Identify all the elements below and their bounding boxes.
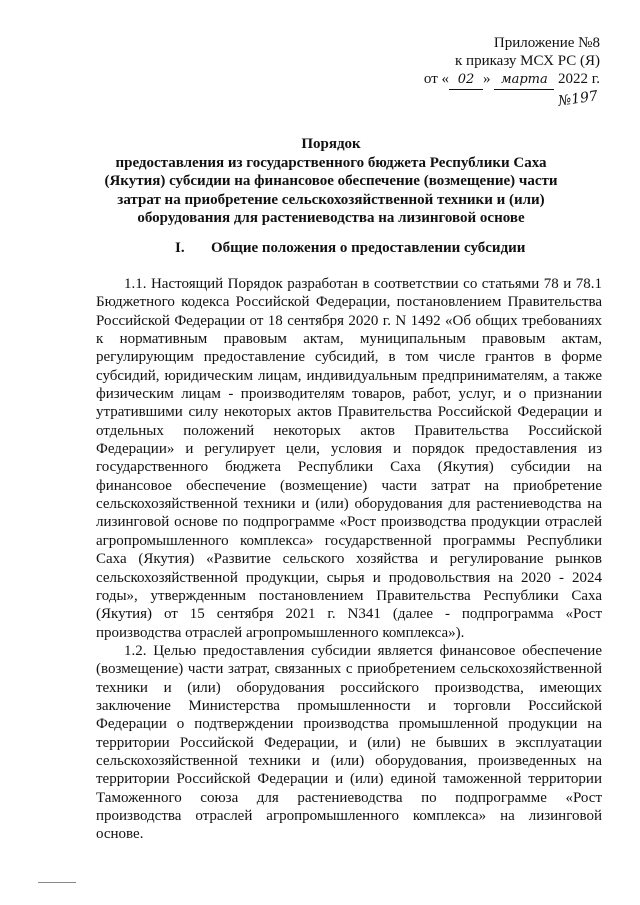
- section-heading: [175, 240, 525, 257]
- title-line-5: оборудования для растениеводства на лизинговой основе: [137, 210, 525, 226]
- footer-divider: [38, 882, 76, 883]
- title-line-1: Порядок: [301, 136, 361, 152]
- title-line-2: предоставления из государственного бюджета Республики Саха: [115, 154, 547, 171]
- date-day-value: 02: [457, 72, 475, 87]
- date-mid: »: [483, 71, 491, 87]
- document-body: [96, 275, 602, 844]
- date-prefix: от «: [423, 71, 450, 87]
- appendix-date: [380, 70, 600, 90]
- appendix-title: Приложение №8: [493, 35, 600, 51]
- section-number: I.: [175, 240, 185, 256]
- title-line-4: затрат на приобретение сельскохозяйственной техники и (или): [117, 191, 545, 208]
- appendix-order-ref: к приказу МСХ РС (Я): [455, 53, 600, 69]
- date-year: 2022 г.: [558, 71, 600, 87]
- date-month: [494, 70, 554, 90]
- document-title: [96, 135, 566, 228]
- title-line-3: (Якутия) субсидии на финансовое обеспечение (возмещение) части: [104, 173, 558, 189]
- appendix-block: [380, 34, 600, 110]
- paragraph-1-2: 1.2. Целью предоставления субсидии является финансовое обеспечение (возмещение) части затрат, связанных с приобретением сельскохозяйственной техники и (или) оборудования российского производства, имеющих заключение Министерства промышленности и торговли Российской Федерации о подтверждении производства промышленной продукции на территории Российской Федерации, и (или) не бывших в эксплуатации сельскохозяйственной техники и (или) оборудования, произведенных на территории Российской Федерации и (или) единой таможенной территории Таможенного союза для растениеводства по подпрограмме «Рост производства отраслей агропромышленного комплекса» на лизинговой основе.: [96, 642, 602, 843]
- section-title: Общие положения о предоставлении субсидии: [211, 240, 526, 256]
- date-day: [449, 70, 483, 90]
- paragraph-1-1: 1.1. Настоящий Порядок разработан в соответствии со статьями 78 и 78.1 Бюджетного кодекса Российской Федерации, постановлением Правительства Российской Федерации от 18 сентября 2020 г. N 1492 «Об общих требованиях к нормативным правовым актам, муниципальным правовым актам, регулирующим предоставление субсидий, в том числе грантов в форме субсидий, юридическим лицам, индивидуальным предпринимателям, а также физическим лицам - производителям товаров, работ, услуг, и о признании утратившими силу некоторых актов Правительства Российской Федерации и отдельных положений некоторых актов Правительства Российской Федерации» и регулирует цели, условия и порядок предоставления из государственного бюджета Республики Саха (Якутия) субсидии на финансовое обеспечение (возмещение) части затрат на приобретение сельскохозяйственной техники и (или) оборудования для растениеводства на лизинговой основе по подпрограмме «Рост производства продукции отраслей агропромышленного комплекса» государственной программы Республики Саха (Якутия) «Развитие сельского хозяйства и регулирование рынков сельскохозяйственной продукции, сырья и продовольствия на 2020 - 2024 годы», утвержденным постановлением Правительства Республики Саха (Якутия) от 15 сентября 2021 г. N341 (далее - подпрограмма «Рост производства отраслей агропромышленного комплекса»).: [96, 276, 602, 641]
- order-number-handwritten: №197: [557, 88, 599, 110]
- date-month-value: марта: [500, 72, 548, 87]
